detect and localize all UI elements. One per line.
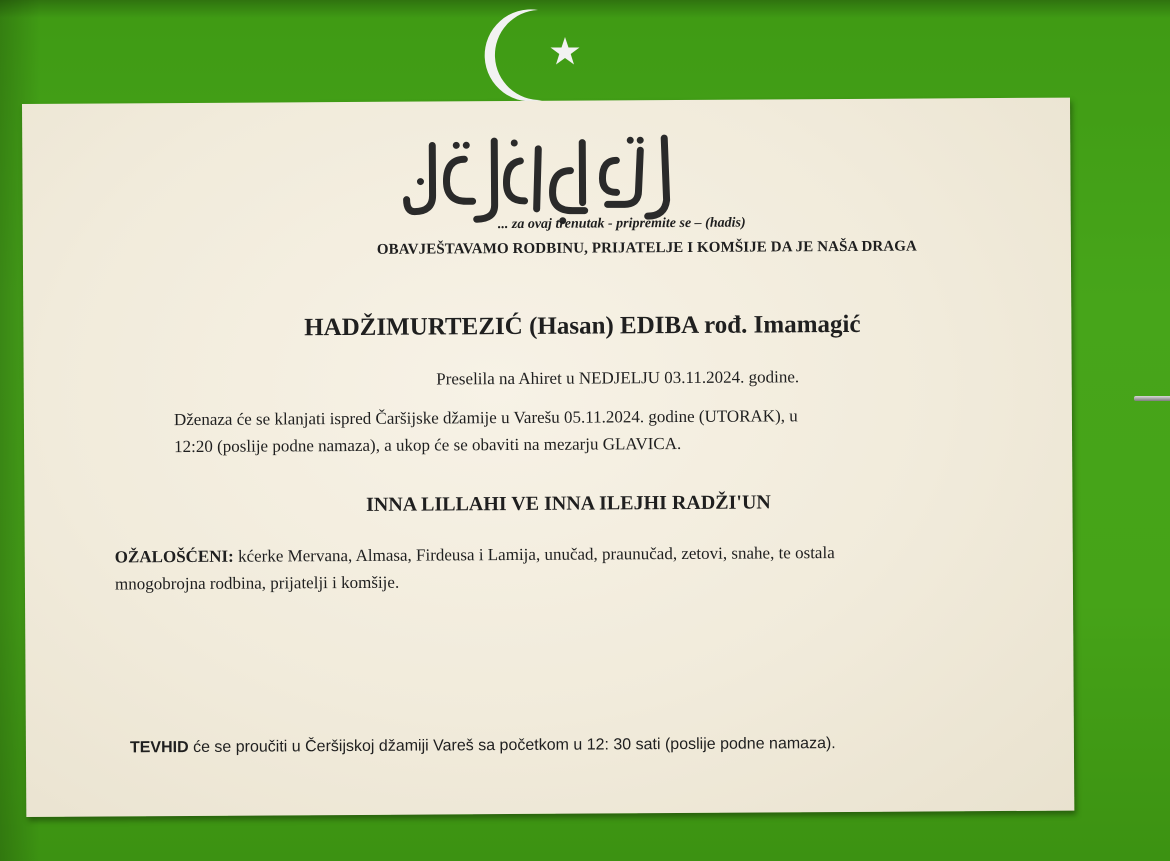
obituary-notice <box>22 98 1074 817</box>
mourners-label: OŽALOŠĆENI: <box>114 546 234 567</box>
arabic-calligraphy <box>402 130 678 227</box>
funeral-line: 12:20 (poslije podne namaza), a ukop će se obaviti na mezarju GLAVICA. <box>174 433 682 457</box>
tevhid-label: TEVHID <box>129 738 189 757</box>
funeral-line: Dženaza će se klanjati ispred Čaršijske džamije u Varešu 05.11.2024. godine (UTORAK), u <box>173 406 798 430</box>
hadis-quote: ... za ovaj trenutak - pripremite se – (hadis) <box>497 215 746 233</box>
mourners-list <box>115 538 1025 598</box>
tevhid-notice <box>130 734 1050 758</box>
announcement-intro: OBAVJEŠTAVAMO RODBINU, PRIJATELJE I KOMŠIJE DA JE NAŠA DRAGA <box>376 238 917 258</box>
pin-icon <box>1134 396 1170 401</box>
mourners-line: mnogobrojna rodbina, prijatelji i komšije. <box>114 572 400 594</box>
prayer-phrase: INNA LILLAHI VE INNA ILEJHI RADŽI'UN <box>366 491 771 516</box>
crescent-star-icon <box>480 4 590 104</box>
tevhid-text: će se proučiti u Čeršijskoj džamiji Vareš sa početkom u 12: 30 sati (poslije podne namaza). <box>188 735 836 756</box>
death-date-line: Preselila na Ahiret u NEDJELJU 03.11.2024. godine. <box>436 367 800 389</box>
funeral-details <box>174 401 1014 460</box>
mourners-text: kćerke Mervana, Almasa, Firdeusa i Lamija, unučad, praunučad, zetovi, snahe, te ostala <box>233 543 835 566</box>
deceased-name: HADŽIMURTEZIĆ (Hasan) EDIBA rođ. Imamagić <box>304 310 861 342</box>
